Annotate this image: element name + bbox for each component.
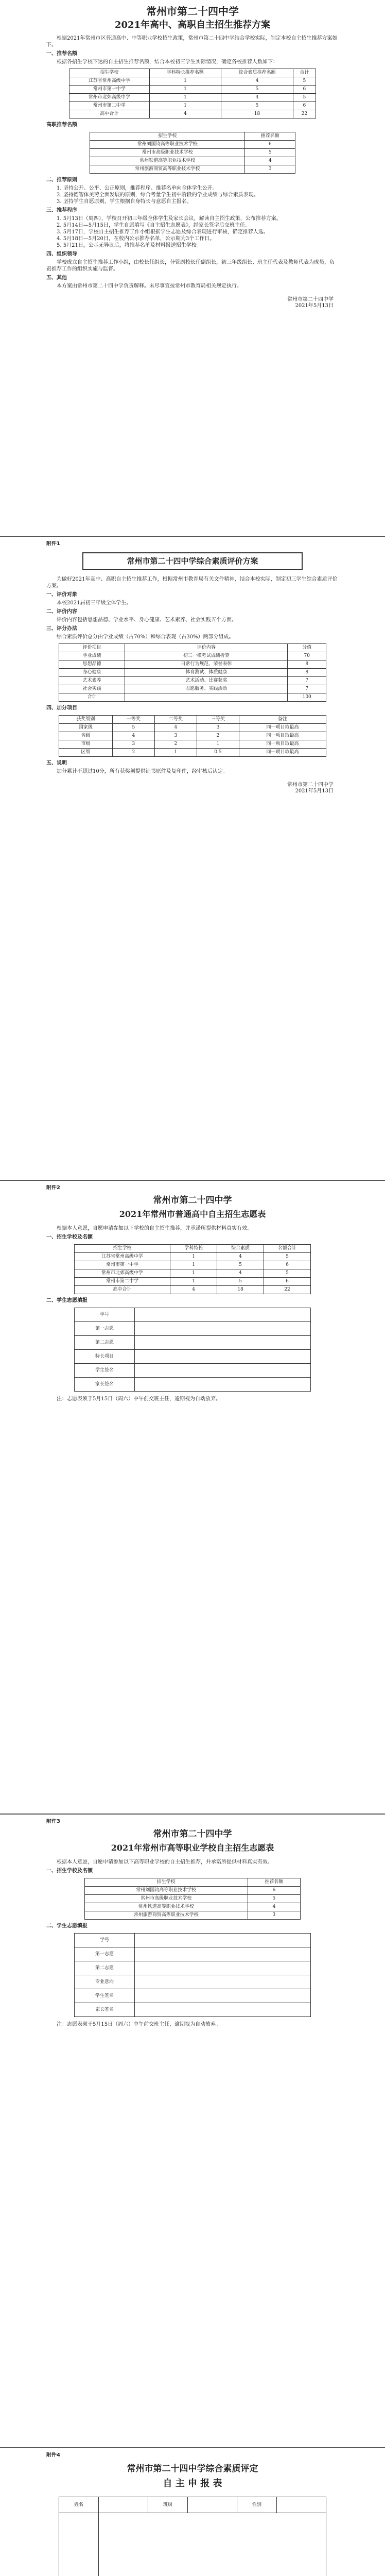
table-cell: 思想品德 — [59, 660, 125, 669]
table-total-row — [69, 110, 316, 118]
form-field[interactable] — [135, 1322, 311, 1336]
form-row — [75, 1975, 311, 1989]
table-cell: 4 — [248, 1903, 300, 1911]
table-cell: 常州市高级职业技术学校 — [85, 1895, 248, 1903]
table-cell: 常州市高级职业技术学校 — [90, 149, 245, 157]
section-heading: 二、学生志愿填报 — [46, 1298, 87, 1303]
table-header: 招生学校 — [85, 1878, 248, 1887]
doc-subtitle: 自 主 申 报 表 — [163, 2478, 222, 2489]
form-label: 性别 — [237, 2497, 277, 2513]
section-heading: 四、加分项目 — [46, 705, 77, 711]
intro-text: 为做好2021年高中、高职自主招生推荐工作，根据常州市教育局有关文件精神，结合本校实际，制定初三学生综合素质评价方案。 — [46, 577, 338, 589]
table-cell: 3 — [245, 165, 295, 174]
table-header: 招生学校 — [69, 69, 150, 77]
section-heading: 三、评分办法 — [46, 626, 77, 632]
form-field[interactable] — [135, 2003, 311, 2017]
table-cell: 市级 — [59, 740, 113, 749]
table-header: 备注 — [239, 716, 326, 724]
table-header: 推荐名额 — [248, 1878, 300, 1887]
table-cell: 高中合计 — [75, 1286, 170, 1294]
table-row — [69, 102, 316, 110]
section-heading: 二、评价内容 — [46, 609, 77, 615]
table-header: 合计 — [293, 69, 316, 77]
section-heading: 五、其他 — [46, 275, 67, 281]
table-cell: 4 — [221, 94, 293, 102]
table-cell: 5 — [221, 102, 293, 110]
table-row — [69, 86, 316, 94]
table-row — [69, 77, 316, 86]
section-divider — [0, 1814, 385, 1815]
table-row — [85, 1895, 301, 1903]
table-cell: 1 — [170, 1253, 217, 1261]
table-row — [59, 740, 326, 749]
form-label: 班级 — [148, 2497, 188, 2513]
form-label: 第一志愿 — [75, 1322, 135, 1336]
section-divider — [0, 2447, 385, 2448]
title-box — [82, 552, 303, 570]
note-text: 注：志愿表须于5月15日（周六）中午前交班主任，逾期视为自动放弃。 — [57, 1396, 221, 1402]
table-header: 评价内容 — [125, 644, 288, 652]
table-cell: 常州市第一中学 — [75, 1261, 170, 1269]
form-label: 第二志愿 — [75, 1336, 135, 1350]
table-cell: 志愿服务、实践活动 — [125, 685, 288, 693]
form-label: 特长项目 — [75, 1350, 135, 1364]
table-cell: 1 — [149, 77, 221, 86]
section-heading: 一、评价对象 — [46, 592, 77, 598]
table-header-row — [85, 1878, 301, 1887]
table-cell: 1 — [170, 1261, 217, 1269]
table-row — [85, 1903, 301, 1911]
table-cell: 4 — [170, 1286, 217, 1294]
form-label: 学号 — [75, 1934, 135, 1947]
intro-text: 根据本人意愿，自愿申请参加以下高等职业学校的自主招生推荐，并承诺所提供材料真实有效。 — [57, 1859, 273, 1865]
section-text: 本校2021届初三年级全体学生。 — [57, 600, 132, 606]
table-cell: 3 — [154, 732, 197, 740]
table-cell: 省级 — [59, 732, 113, 740]
table-cell: 常州旅游商贸高等职业技术学校 — [90, 165, 245, 174]
section-heading: 一、招生学校及名额 — [46, 1868, 93, 1874]
form-row — [75, 1322, 311, 1336]
table-cell: 江苏省常州高级中学 — [75, 1253, 170, 1261]
form-label: 第一志愿 — [75, 1947, 135, 1961]
table-header: 推荐名额 — [245, 132, 295, 141]
table-cell: 4 — [221, 77, 293, 86]
table-header: 招生学校 — [75, 1245, 170, 1253]
table-cell: 22 — [264, 1286, 311, 1294]
table-row — [59, 749, 326, 757]
table-row — [90, 165, 295, 174]
table-header-row — [90, 132, 295, 141]
form-label: 姓名 — [59, 2497, 99, 2513]
form-row — [75, 1364, 311, 1378]
table-cell: 1 — [149, 94, 221, 102]
table-cell: 同一项目取最高 — [239, 749, 326, 757]
doc-highschool-application — [0, 1185, 385, 1803]
form-field[interactable] — [135, 1975, 311, 1989]
doc-title: 2021年常州市普通高中自主招生志愿表 — [119, 1209, 266, 1219]
table-row — [69, 94, 316, 102]
table-cell: 1 — [149, 86, 221, 94]
table-cell: 常州旅游商贸高等职业技术学校 — [85, 1911, 248, 1920]
table-cell: 5 — [248, 1895, 300, 1903]
doc-self-declaration-form — [0, 2452, 385, 2576]
form-field[interactable] — [135, 1947, 311, 1961]
table-cell: 5 — [293, 77, 316, 86]
form-row — [75, 1989, 311, 2003]
table-cell: 70 — [288, 652, 326, 660]
section-text: 学校成立自主招生推荐工作小组，由校长任组长，分管副校长任副组长，初三年级组长、班主任代表及教师代表为成员，负责推荐工作的组织实施与监督。 — [46, 260, 335, 272]
section-text: 加分累计不超过10分，所有获奖须提供证书原件及复印件，经审核后认定。 — [57, 769, 228, 774]
list-item: 3. 坚持学生自愿原则，学生根据自身特长与意愿自主报名。 — [57, 199, 192, 205]
list-item: 2. 坚持德智体美劳全面发展的原则，综合考量学生初中阶段的学业成绩与综合素质表现。 — [57, 192, 259, 198]
form-field[interactable] — [188, 2497, 237, 2513]
section-divider — [0, 1180, 385, 1181]
table-cell: 1 — [154, 749, 197, 757]
school-name: 常州市第二十四中学 — [146, 5, 239, 18]
section-heading: 高职推荐名额 — [46, 122, 77, 128]
school-name: 常州市第二十四中学 — [153, 1195, 232, 1206]
table-header: 名额合计 — [264, 1245, 311, 1253]
table-cell: 6 — [293, 86, 316, 94]
table-row — [90, 149, 295, 157]
table-header: 分值 — [288, 644, 326, 652]
list-item: 1. 5月13日（周四），学校召开初三年级全体学生及家长会议，解读自主招生政策，公布推荐方案。 — [57, 216, 282, 222]
table-cell: 5 — [264, 1253, 311, 1261]
form-label: 第二志愿 — [75, 1961, 135, 1975]
form-field[interactable] — [277, 2497, 326, 2513]
table-header: 评价项目 — [59, 644, 125, 652]
application-form — [74, 1933, 311, 2017]
vocational-quota-table — [90, 132, 295, 174]
section-heading: 二、推荐原则 — [46, 177, 77, 183]
table-cell: 4 — [154, 724, 197, 732]
section-heading: 一、招生学校及名额 — [46, 1234, 93, 1240]
table-cell: 6 — [248, 1887, 300, 1895]
table-cell — [125, 693, 288, 702]
table-cell: 常州市第一中学 — [69, 86, 150, 94]
table-cell: 4 — [217, 1253, 264, 1261]
section-heading: 四、组织领导 — [46, 251, 77, 257]
table-cell: 5 — [293, 94, 316, 102]
form-field[interactable] — [135, 1961, 311, 1975]
attachment-label: 附件3 — [46, 1819, 60, 1824]
table-cell: 同一项目取最高 — [239, 724, 326, 732]
table-cell: 国家级 — [59, 724, 113, 732]
form-row — [75, 2003, 311, 2017]
table-cell: 4 — [245, 157, 295, 165]
list-item: 5. 5月21日，公示无异议后，将推荐名单及材料报送招生学校。 — [57, 243, 202, 248]
doc-evaluation-plan — [0, 541, 385, 1175]
section-heading: 五、说明 — [46, 760, 67, 766]
table-cell: 学业成绩 — [59, 652, 125, 660]
table-cell: 初三一模考试成绩折算 — [125, 652, 288, 660]
table-cell: 常州市北郊高级中学 — [69, 94, 150, 102]
table-cell: 体育测试、体质健康 — [125, 669, 288, 677]
table-cell: 日常行为规范、荣誉表彰 — [125, 660, 288, 669]
form-field[interactable] — [99, 2497, 148, 2513]
table-header: 综合素质 — [217, 1245, 264, 1253]
table-row — [59, 677, 326, 685]
table-header: 三等奖 — [197, 716, 239, 724]
section-text: 根据各招生学校下达的自主招生推荐名额，结合本校初三学生实际情况，确定各校推荐人数如下： — [57, 59, 278, 65]
table-cell: 4 — [217, 1269, 264, 1278]
table-cell: 同一项目取最高 — [239, 740, 326, 749]
table-cell: 同一项目取最高 — [239, 732, 326, 740]
table-cell: 常州市第二中学 — [75, 1278, 170, 1286]
form-row — [75, 1336, 311, 1350]
table-header: 获奖级别 — [59, 716, 113, 724]
table-cell: 常州市第二中学 — [69, 102, 150, 110]
form-row — [75, 1947, 311, 1961]
table-header: 一等奖 — [112, 716, 154, 724]
section-heading: 二、学生志愿填报 — [46, 1923, 87, 1929]
doc-title: 2021年高中、高职自主招生推荐方案 — [114, 20, 271, 30]
form-label: 学生签名 — [75, 1989, 135, 2003]
table-header: 学科特长推荐名额 — [149, 69, 221, 77]
table-cell: 常州刘国钧高等职业技术学校 — [90, 141, 245, 149]
table-cell: 7 — [288, 677, 326, 685]
form-row — [75, 1961, 311, 1975]
table-total-row — [59, 693, 326, 702]
section-text: 综合素质评价总分由学业成绩（占70%）和综合表现（占30%）两部分组成。 — [57, 634, 234, 640]
table-cell: 艺术活动、比赛获奖 — [125, 677, 288, 685]
table-cell: 常州铁道高等职业技术学校 — [90, 157, 245, 165]
table-cell: 合计 — [59, 693, 125, 702]
form-field[interactable] — [99, 2513, 326, 2576]
table-cell: 6 — [264, 1261, 311, 1269]
list-item: 2. 5月14日—5月15日，学生自愿填写《自主招生志愿表》，经家长签字后交班主任。 — [57, 223, 250, 228]
signature-school: 常州市第二十四中学 — [287, 782, 334, 788]
table-cell: 高中合计 — [69, 110, 150, 118]
table-cell: 5 — [217, 1261, 264, 1269]
table-cell: 6 — [245, 141, 295, 149]
form-field[interactable] — [135, 1364, 311, 1378]
section-text: 本方案由常州市第二十四中学负责解释。未尽事宜按常州市教育局相关规定执行。 — [57, 283, 242, 289]
table-cell: 5 — [112, 724, 154, 732]
form-field[interactable] — [135, 1336, 311, 1350]
evaluation-table — [59, 643, 326, 702]
table-row — [59, 732, 326, 740]
form-label — [59, 2513, 99, 2576]
table-cell: 社会实践 — [59, 685, 125, 693]
table-row — [90, 141, 295, 149]
form-field[interactable] — [135, 1378, 311, 1392]
table-cell: 常州市北郊高级中学 — [75, 1269, 170, 1278]
signature-school: 常州市第二十四中学 — [287, 297, 334, 302]
table-cell: 5 — [221, 86, 293, 94]
table-cell: 江苏省常州高级中学 — [69, 77, 150, 86]
bonus-table — [59, 715, 326, 757]
list-item: 1. 坚持公开、公平、公正原则，推荐程序、推荐名单向全体学生公开。 — [57, 185, 218, 191]
highschool-quota-table — [74, 1244, 311, 1294]
table-cell: 0.5 — [197, 749, 239, 757]
section-heading: 一、推荐名额 — [46, 51, 77, 57]
table-cell: 1 — [170, 1278, 217, 1286]
form-field[interactable] — [135, 1989, 311, 2003]
table-cell: 3 — [112, 740, 154, 749]
form-label: 家长签名 — [75, 1378, 135, 1392]
list-item: 4. 5月18日—5月20日，在校内公示推荐名单，公示期为3个工作日。 — [57, 236, 215, 242]
table-cell: 22 — [293, 110, 316, 118]
declaration-table — [59, 2497, 326, 2576]
attachment-label: 附件4 — [46, 2452, 60, 2458]
table-row — [90, 157, 295, 165]
list-item: 3. 5月17日，学校自主招生推荐工作小组根据学生志愿及综合表现进行审核，确定推荐人选。 — [57, 229, 269, 235]
table-cell: 6 — [264, 1278, 311, 1286]
section-heading: 三、推荐程序 — [46, 208, 77, 213]
table-header-row — [69, 69, 316, 77]
table-cell: 7 — [288, 685, 326, 693]
table-cell: 1 — [197, 740, 239, 749]
form-field[interactable] — [135, 1934, 311, 1947]
form-field[interactable] — [135, 1350, 311, 1364]
table-header: 学科特长 — [170, 1245, 217, 1253]
note-text: 注：志愿表须于5月15日（周六）中午前交班主任，逾期视为自动放弃。 — [57, 2022, 221, 2027]
table-cell: 4 — [149, 110, 221, 118]
table-cell: 3 — [197, 724, 239, 732]
table-row — [75, 1269, 311, 1278]
form-row — [75, 1308, 311, 1322]
table-header: 综合素质推荐名额 — [221, 69, 293, 77]
intro-text: 根据本人意愿，自愿申请参加以下学校的自主招生推荐，并承诺所提供材料真实有效。 — [57, 1226, 252, 1231]
table-cell: 常州铁道高等职业技术学校 — [85, 1903, 248, 1911]
table-header-row — [59, 644, 326, 652]
form-label: 学号 — [75, 1308, 135, 1322]
intro-text: 根据2021年常州市区普通高中、中等职业学校招生政策，常州市第二十四中学结合学校实际，制定本校自主招生推荐方案如下。 — [46, 36, 338, 48]
table-cell: 2 — [112, 749, 154, 757]
table-cell: 2 — [197, 732, 239, 740]
form-label: 专业意向 — [75, 1975, 135, 1989]
form-row — [75, 1378, 311, 1392]
doc-vocational-application — [0, 1819, 385, 2437]
table-cell: 5 — [245, 149, 295, 157]
table-row — [59, 652, 326, 660]
quota-table — [69, 69, 316, 118]
doc-recommendation-plan — [0, 5, 385, 531]
table-header-row — [75, 1245, 311, 1253]
school-name: 常州市第二十四中学 — [153, 1829, 232, 1839]
form-label: 家长签名 — [75, 2003, 135, 2017]
doc-title: 常州市第二十四中学综合素质评定 — [127, 2464, 258, 2474]
header-row — [59, 2497, 326, 2513]
table-row — [59, 669, 326, 677]
doc-title: 常州市第二十四中学综合素质评价方案 — [127, 556, 258, 566]
table-cell: 100 — [288, 693, 326, 702]
table-row — [75, 1253, 311, 1261]
table-cell: 1 — [170, 1269, 217, 1278]
table-cell: 常州刘国钧高等职业技术学校 — [85, 1887, 248, 1895]
doc-title: 2021年常州市高等职业学校自主招生志愿表 — [111, 1843, 274, 1853]
table-cell: 6 — [293, 102, 316, 110]
table-header-row — [59, 716, 326, 724]
table-row — [59, 685, 326, 693]
table-header: 二等奖 — [154, 716, 197, 724]
form-row — [75, 1934, 311, 1947]
table-cell: 18 — [217, 1286, 264, 1294]
signature-date: 2021年5月13日 — [295, 788, 334, 794]
section-divider — [0, 536, 385, 537]
attachment-label: 附件2 — [46, 1185, 60, 1191]
table-cell: 艺术素养 — [59, 677, 125, 685]
table-cell: 3 — [248, 1911, 300, 1920]
table-cell: 5 — [264, 1269, 311, 1278]
vocational-quota-table — [84, 1878, 301, 1920]
table-header: 招生学校 — [90, 132, 245, 141]
application-form — [74, 1308, 311, 1392]
signature-date: 2021年5月13日 — [295, 303, 334, 309]
table-cell: 4 — [112, 732, 154, 740]
table-cell: 2 — [154, 740, 197, 749]
table-row — [85, 1887, 301, 1895]
table-row — [59, 724, 326, 732]
table-cell: 区级 — [59, 749, 113, 757]
table-row — [75, 1278, 311, 1286]
table-total-row — [75, 1286, 311, 1294]
table-cell: 18 — [221, 110, 293, 118]
attachment-label: 附件1 — [46, 541, 60, 547]
table-row — [59, 660, 326, 669]
table-cell: 8 — [288, 660, 326, 669]
form-row — [59, 2513, 326, 2576]
section-text: 评价内容包括思想品德、学业水平、身心健康、艺术素养、社会实践五个方面。 — [57, 617, 237, 623]
form-row — [75, 1350, 311, 1364]
table-cell: 5 — [217, 1278, 264, 1286]
table-cell: 1 — [149, 102, 221, 110]
form-field[interactable] — [135, 1308, 311, 1322]
table-cell: 身心健康 — [59, 669, 125, 677]
table-row — [85, 1911, 301, 1920]
table-cell: 8 — [288, 669, 326, 677]
form-label: 学生签名 — [75, 1364, 135, 1378]
table-row — [75, 1261, 311, 1269]
